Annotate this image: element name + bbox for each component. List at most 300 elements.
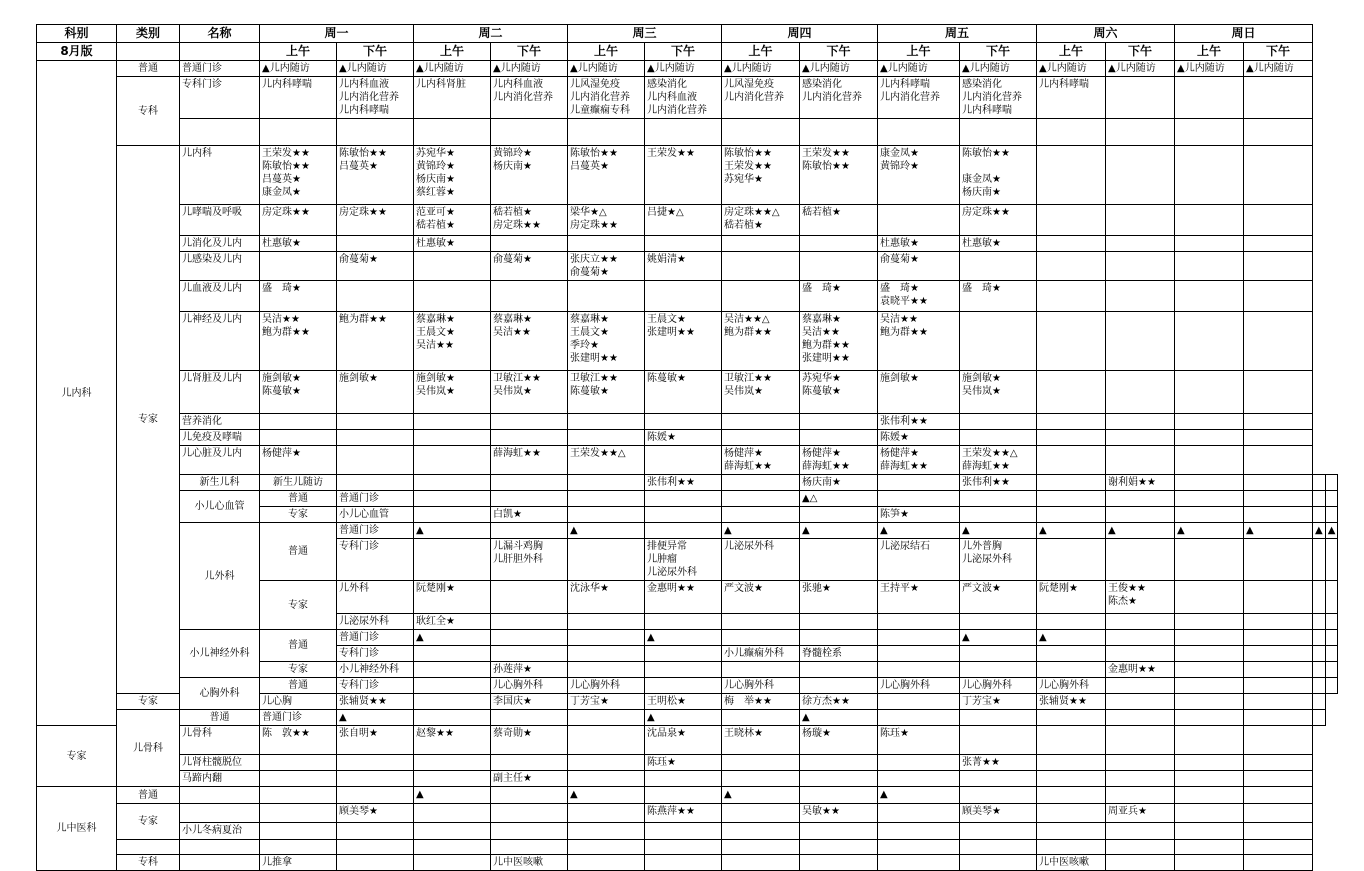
schedule-slot: ▲	[645, 710, 722, 726]
clinic-name-cell: 普通门诊	[180, 61, 260, 77]
header-dept: 科别	[37, 25, 117, 43]
schedule-slot	[260, 840, 337, 855]
schedule-slot	[1325, 475, 1338, 491]
schedule-slot: 张辅贤★★	[337, 694, 414, 710]
header-name: 名称	[180, 25, 260, 43]
schedule-slot	[260, 787, 337, 804]
schedule-slot: 严文波★	[722, 581, 800, 614]
schedule-slot: ▲儿内随访	[645, 61, 722, 77]
schedule-slot: 蔡奇勋★	[491, 726, 568, 755]
schedule-slot	[1244, 491, 1313, 507]
schedule-slot	[1244, 710, 1313, 726]
schedule-slot: 周亚兵★	[1106, 804, 1175, 823]
schedule-slot	[1106, 710, 1175, 726]
schedule-slot	[645, 236, 722, 252]
schedule-slot	[491, 614, 568, 630]
clinic-name-cell: 普通门诊	[337, 523, 414, 539]
schedule-slot: 王持平★	[878, 581, 960, 614]
schedule-slot: ▲儿内随访	[337, 61, 414, 77]
schedule-row	[37, 475, 1338, 491]
schedule-slot	[1175, 252, 1244, 281]
header-day-sat: 周六	[1037, 25, 1175, 43]
schedule-row	[37, 61, 1338, 77]
schedule-slot	[1244, 539, 1313, 581]
schedule-slot	[1106, 491, 1175, 507]
category-cell	[117, 840, 180, 855]
schedule-slot: ▲	[1244, 523, 1313, 539]
schedule-slot	[414, 646, 491, 662]
schedule-slot	[722, 804, 800, 823]
schedule-row	[37, 414, 1338, 430]
schedule-slot: 张伟利★★	[878, 414, 960, 430]
schedule-slot	[645, 646, 722, 662]
schedule-slot	[1106, 236, 1175, 252]
schedule-slot	[1175, 119, 1244, 146]
schedule-slot	[1175, 312, 1244, 371]
schedule-slot: ▲	[960, 523, 1037, 539]
header-day-sun: 周日	[1175, 25, 1313, 43]
header-empty	[117, 43, 180, 61]
department-cell: 小儿心血管	[180, 491, 260, 523]
clinic-name-cell: 儿血液及儿内	[180, 281, 260, 312]
schedule-slot	[1106, 823, 1175, 840]
schedule-slot: 杜惠敏★	[414, 236, 491, 252]
clinic-name-cell	[180, 119, 260, 146]
schedule-slot	[568, 630, 645, 646]
schedule-slot	[878, 710, 960, 726]
schedule-slot	[722, 823, 800, 840]
schedule-slot	[414, 414, 491, 430]
schedule-slot	[1244, 614, 1313, 630]
schedule-slot	[1037, 823, 1106, 840]
schedule-slot	[1037, 787, 1106, 804]
schedule-slot	[800, 823, 878, 840]
header-row-days	[37, 25, 1338, 43]
schedule-slot	[960, 119, 1037, 146]
schedule-slot	[1175, 614, 1244, 630]
schedule-slot: ▲	[1037, 523, 1106, 539]
schedule-slot	[260, 823, 337, 840]
schedule-row	[37, 630, 1338, 646]
schedule-row	[37, 146, 1338, 205]
schedule-slot: 嵇若植★ 房定珠★★	[491, 205, 568, 236]
clinic-name-cell: 普通门诊	[260, 710, 337, 726]
schedule-slot	[1244, 823, 1313, 840]
schedule-slot	[491, 581, 568, 614]
schedule-slot	[414, 539, 491, 581]
clinic-name-cell: 儿骨科	[180, 726, 260, 755]
schedule-slot	[722, 414, 800, 430]
schedule-slot	[1175, 430, 1244, 446]
schedule-slot	[1175, 662, 1244, 678]
schedule-slot	[960, 726, 1037, 755]
schedule-slot	[491, 787, 568, 804]
schedule-slot: 蔡嘉琳★ 吴洁★★ 鲍为群★★ 张建明★★	[800, 312, 878, 371]
schedule-slot	[645, 446, 722, 475]
schedule-slot	[722, 662, 800, 678]
schedule-slot	[645, 662, 722, 678]
schedule-slot: ▲	[960, 630, 1037, 646]
schedule-slot: 赵黎★★	[414, 726, 491, 755]
schedule-slot	[568, 236, 645, 252]
schedule-slot: 卫敏江★★ 吴伟岚★	[491, 371, 568, 414]
schedule-slot: 杜惠敏★	[878, 236, 960, 252]
schedule-slot	[878, 475, 960, 491]
schedule-slot	[1313, 475, 1326, 491]
header-day-mon: 周一	[260, 25, 414, 43]
schedule-slot: 鲍为群★★	[337, 312, 414, 371]
schedule-slot: 儿风湿免疫 儿内消化营养 儿童癫痫专科	[568, 77, 645, 119]
schedule-slot: ▲	[645, 630, 722, 646]
schedule-slot: ▲儿内随访	[1175, 61, 1244, 77]
schedule-slot	[960, 646, 1037, 662]
schedule-slot	[1175, 539, 1244, 581]
schedule-slot: ▲	[337, 710, 414, 726]
clinic-name-cell	[337, 475, 414, 491]
schedule-slot: 房定珠★★	[337, 205, 414, 236]
edition-label: 8月版	[37, 43, 117, 61]
schedule-slot	[1313, 694, 1326, 710]
schedule-slot	[1325, 614, 1338, 630]
schedule-slot	[645, 787, 722, 804]
schedule-row	[37, 430, 1338, 446]
category-cell: 普通	[180, 710, 260, 726]
clinic-name-cell: 儿哮喘及呼吸	[180, 205, 260, 236]
schedule-slot: 王晨文★ 张建明★★	[645, 312, 722, 371]
schedule-slot	[722, 252, 800, 281]
schedule-slot	[491, 710, 568, 726]
schedule-slot: ▲	[878, 787, 960, 804]
schedule-slot	[645, 614, 722, 630]
clinic-name-cell: 专科门诊	[180, 77, 260, 119]
schedule-slot: ▲儿内随访	[878, 61, 960, 77]
schedule-slot: ▲	[1313, 523, 1326, 539]
schedule-row	[37, 823, 1338, 840]
schedule-row	[37, 77, 1338, 119]
schedule-slot	[414, 507, 491, 523]
header-am: 上午	[1037, 43, 1106, 61]
schedule-slot	[722, 840, 800, 855]
schedule-slot	[1244, 787, 1313, 804]
schedule-slot	[1037, 755, 1106, 771]
schedule-slot	[1175, 236, 1244, 252]
header-pm: 下午	[337, 43, 414, 61]
schedule-slot	[1244, 630, 1313, 646]
department-cell: 儿中医科	[37, 787, 117, 871]
schedule-slot: 徐方杰★★	[800, 694, 878, 710]
schedule-slot	[1037, 236, 1106, 252]
schedule-slot: 俞蔓菊★	[491, 252, 568, 281]
schedule-slot: 儿内科血液 儿内消化营养	[491, 77, 568, 119]
schedule-slot	[1325, 630, 1338, 646]
category-cell: 专家	[117, 694, 180, 710]
schedule-slot	[1175, 581, 1244, 614]
clinic-name-cell: 儿感染及儿内	[180, 252, 260, 281]
schedule-slot: 陈媛★	[645, 430, 722, 446]
schedule-slot: 陈珏★	[878, 726, 960, 755]
schedule-slot: 阮楚刚★	[1037, 581, 1106, 614]
schedule-slot	[960, 414, 1037, 430]
schedule-slot: 张驰★	[800, 581, 878, 614]
schedule-slot	[260, 430, 337, 446]
schedule-slot: 白凯★	[491, 507, 568, 523]
schedule-slot	[1037, 430, 1106, 446]
schedule-slot	[414, 662, 491, 678]
schedule-slot: 王俊★★ 陈杰★	[1106, 581, 1175, 614]
category-cell: 普通	[260, 678, 337, 694]
schedule-slot	[1313, 678, 1326, 694]
schedule-row	[37, 710, 1338, 726]
schedule-slot: 丁芳宝★	[960, 694, 1037, 710]
schedule-slot: 陈媛★	[878, 430, 960, 446]
header-pm: 下午	[645, 43, 722, 61]
schedule-slot: 金惠明★★	[645, 581, 722, 614]
schedule-slot: ▲	[1106, 523, 1175, 539]
schedule-slot	[1325, 491, 1338, 507]
schedule-slot: 排便异常 儿肿瘤 儿泌尿外科	[645, 539, 722, 581]
schedule-slot: 陈敏怡★★ 吕蔓英★	[337, 146, 414, 205]
schedule-slot	[568, 646, 645, 662]
clinic-name-cell: 小儿冬病夏治	[180, 823, 260, 840]
schedule-slot	[1313, 646, 1326, 662]
schedule-slot	[878, 755, 960, 771]
schedule-slot: 陈珏★	[645, 755, 722, 771]
schedule-slot: ▲	[568, 523, 645, 539]
schedule-slot	[491, 840, 568, 855]
schedule-slot	[1106, 146, 1175, 205]
clinic-name-cell: 儿泌尿外科	[337, 614, 414, 630]
schedule-slot	[337, 755, 414, 771]
schedule-slot: 吴洁★★ 鲍为群★★	[260, 312, 337, 371]
category-cell: 普通	[260, 491, 337, 507]
schedule-slot	[1037, 205, 1106, 236]
schedule-slot	[260, 804, 337, 823]
schedule-slot: 儿内科哮喘	[260, 77, 337, 119]
schedule-slot	[722, 236, 800, 252]
clinic-name-cell: 儿心胸	[260, 694, 337, 710]
schedule-slot: 卫敏江★★ 吴伟岚★	[722, 371, 800, 414]
schedule-slot	[722, 630, 800, 646]
schedule-slot	[1175, 710, 1244, 726]
schedule-slot: 杨健萍★ 薛海虹★★	[878, 446, 960, 475]
schedule-slot: 陈燕萍★★	[645, 804, 722, 823]
schedule-slot	[1175, 371, 1244, 414]
category-cell: 专家	[260, 581, 337, 630]
header-day-fri: 周五	[878, 25, 1037, 43]
schedule-slot	[1244, 726, 1313, 755]
schedule-slot	[878, 694, 960, 710]
schedule-slot	[1325, 662, 1338, 678]
clinic-name-cell: 儿消化及儿内	[180, 236, 260, 252]
schedule-slot	[414, 804, 491, 823]
schedule-slot	[1244, 771, 1313, 787]
schedule-slot	[1313, 491, 1326, 507]
schedule-slot	[414, 771, 491, 787]
schedule-slot	[645, 840, 722, 855]
schedule-slot	[1037, 646, 1106, 662]
category-cell: 专家	[260, 662, 337, 678]
schedule-slot: 张辅贤★★	[1037, 694, 1106, 710]
schedule-slot: 杨健萍★ 薛海虹★★	[722, 446, 800, 475]
schedule-slot	[1037, 475, 1106, 491]
schedule-slot: 房定珠★★△ 嵇若植★	[722, 205, 800, 236]
schedule-slot	[722, 281, 800, 312]
schedule-slot	[1037, 710, 1106, 726]
department-cell: 心胸外科	[180, 678, 260, 710]
schedule-slot: 儿风湿免疫 儿内消化营养	[722, 77, 800, 119]
schedule-slot	[1175, 823, 1244, 840]
schedule-slot	[1037, 507, 1106, 523]
schedule-slot	[491, 630, 568, 646]
schedule-slot	[1175, 678, 1244, 694]
schedule-slot	[645, 119, 722, 146]
schedule-slot: 房定珠★★	[960, 205, 1037, 236]
schedule-slot: 儿心胸外科	[722, 678, 800, 694]
schedule-slot: ▲儿内随访	[1106, 61, 1175, 77]
schedule-slot	[260, 252, 337, 281]
outpatient-schedule-table	[36, 24, 1338, 871]
schedule-slot	[1037, 119, 1106, 146]
schedule-slot	[1037, 146, 1106, 205]
clinic-name-cell: 专科门诊	[337, 646, 414, 662]
schedule-slot	[491, 430, 568, 446]
schedule-slot	[800, 252, 878, 281]
schedule-slot	[1175, 755, 1244, 771]
header-am: 上午	[568, 43, 645, 61]
schedule-slot	[414, 252, 491, 281]
header-day-wed: 周三	[568, 25, 722, 43]
schedule-slot: 脊髓栓系	[800, 646, 878, 662]
schedule-slot	[414, 710, 491, 726]
schedule-slot: 张菁★★	[960, 755, 1037, 771]
schedule-slot: 儿心胸外科	[568, 678, 645, 694]
schedule-slot	[645, 507, 722, 523]
schedule-slot	[1106, 252, 1175, 281]
schedule-slot: 康金凤★ 黄锦玲★	[878, 146, 960, 205]
clinic-name-cell: 儿肾脏及儿内	[180, 371, 260, 414]
schedule-slot	[878, 804, 960, 823]
schedule-slot: ▲	[722, 787, 800, 804]
schedule-slot	[414, 755, 491, 771]
schedule-slot: 顾美琴★	[337, 804, 414, 823]
category-cell: 专家	[260, 507, 337, 523]
schedule-slot: 王晓林★	[722, 726, 800, 755]
schedule-slot	[800, 787, 878, 804]
clinic-name-cell: 小儿神经外科	[337, 662, 414, 678]
schedule-slot	[1244, 581, 1313, 614]
schedule-slot: 俞蔓菊★	[337, 252, 414, 281]
schedule-slot	[491, 414, 568, 430]
schedule-slot: 施剑敏★	[878, 371, 960, 414]
schedule-slot	[568, 491, 645, 507]
schedule-slot	[722, 710, 800, 726]
schedule-slot: ▲	[414, 523, 491, 539]
header-pm: 下午	[1106, 43, 1175, 61]
schedule-slot	[1106, 371, 1175, 414]
schedule-slot	[1175, 771, 1244, 787]
schedule-slot	[878, 823, 960, 840]
clinic-name-cell: 儿神经及儿内	[180, 312, 260, 371]
schedule-slot	[800, 662, 878, 678]
schedule-slot: 孙莲萍★	[491, 662, 568, 678]
schedule-slot: 儿推拿	[260, 855, 337, 871]
schedule-slot	[1037, 804, 1106, 823]
schedule-slot	[1325, 507, 1338, 523]
schedule-slot: 盛 琦★ 袁晓平★★	[878, 281, 960, 312]
schedule-slot	[1175, 446, 1244, 475]
schedule-slot: ▲	[878, 523, 960, 539]
schedule-slot	[645, 678, 722, 694]
schedule-slot	[1244, 804, 1313, 823]
schedule-slot	[337, 787, 414, 804]
schedule-slot	[568, 475, 645, 491]
schedule-slot	[568, 755, 645, 771]
schedule-slot: 顾美琴★	[960, 804, 1037, 823]
schedule-slot	[260, 119, 337, 146]
schedule-slot	[1244, 205, 1313, 236]
schedule-slot	[491, 281, 568, 312]
schedule-slot: 俞蔓菊★	[878, 252, 960, 281]
schedule-slot: 儿中医咳嗽	[1037, 855, 1106, 871]
schedule-slot: ▲儿内随访	[260, 61, 337, 77]
schedule-row	[37, 281, 1338, 312]
schedule-slot: 嵇若植★	[800, 205, 878, 236]
schedule-slot	[337, 840, 414, 855]
schedule-slot	[1037, 662, 1106, 678]
schedule-slot	[1106, 726, 1175, 755]
schedule-slot	[1175, 630, 1244, 646]
schedule-slot: 王荣发★★△ 薛海虹★★	[960, 446, 1037, 475]
schedule-slot	[1037, 491, 1106, 507]
schedule-slot	[1244, 755, 1313, 771]
schedule-slot	[1313, 614, 1326, 630]
clinic-name-cell: 普通门诊	[337, 491, 414, 507]
schedule-slot: 吕捷★△	[645, 205, 722, 236]
schedule-slot	[1313, 710, 1326, 726]
schedule-slot	[1037, 371, 1106, 414]
schedule-slot	[1325, 539, 1338, 581]
category-cell: 普通	[260, 630, 337, 662]
header-am: 上午	[1175, 43, 1244, 61]
schedule-slot	[491, 823, 568, 840]
schedule-slot	[722, 614, 800, 630]
schedule-slot	[491, 119, 568, 146]
schedule-slot: 施剑敏★	[337, 371, 414, 414]
schedule-slot: 儿泌尿外科	[722, 539, 800, 581]
schedule-slot: 杨健萍★	[260, 446, 337, 475]
schedule-slot: 杨庆南★	[800, 475, 878, 491]
schedule-slot	[960, 823, 1037, 840]
schedule-slot: 感染消化 儿内消化营养 儿内科哮喘	[960, 77, 1037, 119]
schedule-slot: ▲儿内随访	[722, 61, 800, 77]
schedule-slot: 杜惠敏★	[260, 236, 337, 252]
department-cell: 儿内科	[37, 61, 117, 726]
schedule-slot	[878, 840, 960, 855]
clinic-name-cell: 专科门诊	[337, 678, 414, 694]
schedule-slot	[960, 430, 1037, 446]
schedule-slot: 感染消化 儿内消化营养	[800, 77, 878, 119]
schedule-slot	[1106, 630, 1175, 646]
schedule-slot: ▲儿内随访	[568, 61, 645, 77]
schedule-row	[37, 446, 1338, 475]
schedule-slot	[722, 771, 800, 787]
schedule-slot	[568, 710, 645, 726]
schedule-slot	[1106, 414, 1175, 430]
schedule-slot: 副主任★	[491, 771, 568, 787]
schedule-slot	[337, 119, 414, 146]
category-cell: 普通	[260, 523, 337, 581]
schedule-slot	[1313, 630, 1326, 646]
